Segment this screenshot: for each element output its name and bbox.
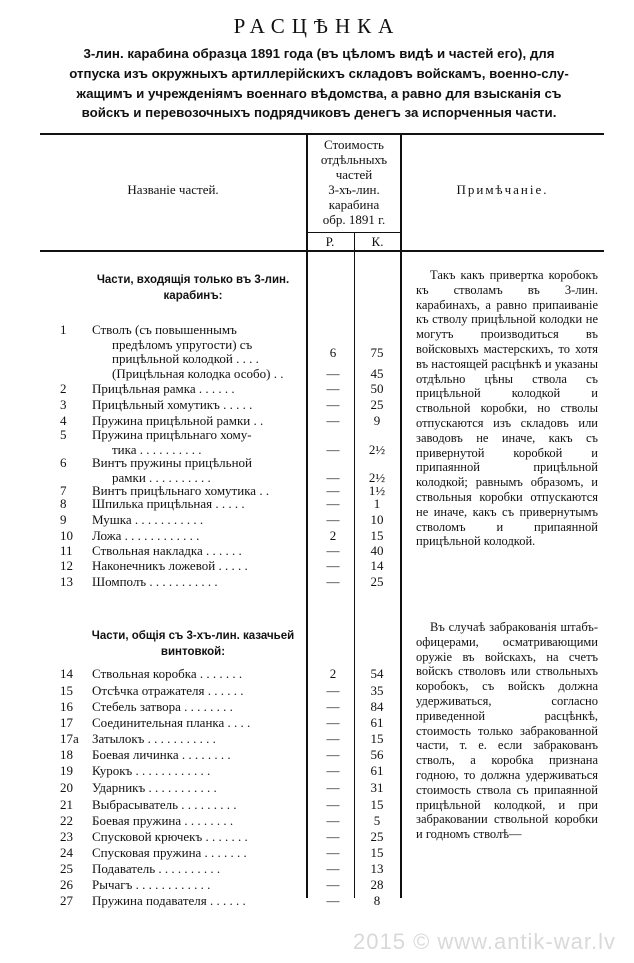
part-name-line: Соединительная планка . . . . (92, 715, 251, 730)
part-name-line: прицѣльной колодкой . . . . (112, 351, 259, 366)
part-name-line: Ложа . . . . . . . . . . . . (92, 528, 200, 543)
price-kopecks: 75 (370, 345, 384, 361)
row-number: 3 (60, 397, 67, 412)
row-number: 14 (60, 666, 73, 681)
row-number: 17 (60, 715, 73, 730)
row-number: 10 (60, 528, 73, 543)
subtitle-line: войскъ и перевозочныхъ подрядчиковъ денегъ за испорченныя части. (81, 105, 557, 120)
page-title: РАСЦѢНКА (233, 14, 401, 38)
price-rubles: — (326, 845, 340, 860)
price-rubles: — (326, 861, 340, 876)
part-name-line: Боевая пружина . . . . . . . . (92, 813, 234, 828)
price-rubles: — (326, 699, 340, 714)
price-rubles: — (326, 797, 340, 812)
row-number: 6 (60, 455, 67, 470)
price-kopecks: 15 (370, 731, 384, 746)
price-kopecks: 2½ (368, 469, 386, 485)
row-number: 15 (60, 683, 73, 698)
price-kopecks: 1½ (368, 483, 386, 498)
part-name-line: Стволъ (съ повышеннымъ (92, 322, 237, 337)
row-number: 19 (60, 763, 73, 778)
price-rubles: 6 (329, 345, 337, 361)
subtitle-line: жащимъ и учрежденіямъ военнаго вѣдомства, а равно для взысканія съ (76, 86, 562, 101)
header-kop: К. (371, 234, 384, 249)
group-heading-line: Части, входящія только въ 3-лин. (96, 274, 290, 286)
part-name-line: Подаватель . . . . . . . . . . (92, 861, 221, 876)
group-heading-line: карабинъ: (163, 290, 223, 302)
price-rubles: — (326, 413, 340, 428)
part-name-line: Затылокъ . . . . . . . . . . . (92, 731, 216, 746)
price-rubles: — (326, 763, 340, 778)
part-name-line: Шпилька прицѣльная . . . . . (92, 496, 245, 511)
row-number: 13 (60, 574, 73, 589)
price-kopecks: 25 (370, 829, 384, 844)
part-name-line: Ствольная накладка . . . . . . (92, 543, 242, 558)
note-paragraph: Въ случаѣ забракованія штабъ-офицерами, осматривающими оружіе въ войскахъ, на счетъ войскъ стволовъ или ствольныхъ коробокъ, съ войскъ должна удерживаться, согласно приведенной расцѣнкѣ, стоимость только забракованной части, т. е. если забракованъ стволъ, а коробка признана годною, то должна удерживаться стоимость ствола съ припаянной прицѣльной колодкой, и при забраковании ствольной коробки и годномъ стволѣ— (416, 620, 598, 842)
part-name-line: Ударникъ . . . . . . . . . . . (92, 780, 217, 795)
row-number: 11 (60, 543, 73, 558)
price-rubles: — (326, 731, 340, 746)
table-header-rule (40, 250, 604, 252)
price-rubles: — (326, 715, 340, 730)
price-kopecks: 56 (370, 747, 384, 762)
table-top-rule (40, 133, 604, 135)
price-kopecks: 15 (370, 528, 384, 543)
note-paragraph: Такъ какъ привертка коробокъ къ стволамъ въ 3-лин. карабинахъ, а равно припаиваніе къ стволу прицѣльной колодки не могутъ производиться въ войсковыхъ мастерскихъ, то хотя въ настоящей расцѣнкѣ и указаны отдѣльно цѣны ствола съ прицѣльной колодкой и ствольной коробки, но стволы отпускаются изъ складовъ или заводовъ не иначе, какъ съ привернутой коробкой и припаянной прицѣльной колодкой; равнымъ образомъ, и ствольныя коробки отпускаются не иначе, какъ съ привернутымъ стволомъ и припаянной прицѣльной колодкой. (416, 268, 598, 549)
price-kopecks: 50 (370, 381, 384, 396)
price-rubles: — (326, 780, 340, 795)
row-number: 12 (60, 558, 73, 573)
price-rubles: — (326, 543, 340, 558)
group-heading (80, 628, 306, 660)
part-name-line: Прицѣльный хомутикъ . . . . . (92, 397, 253, 412)
part-name-line: Прицѣльная рамка . . . . . . (92, 381, 235, 396)
row-number: 5 (60, 427, 67, 442)
price-rubles: — (326, 483, 340, 498)
price-kopecks: 9 (373, 413, 381, 428)
part-name-line: Винтъ пружины прицѣльной (92, 455, 252, 470)
part-name-line: Шомполъ . . . . . . . . . . . (92, 574, 218, 589)
price-rubles: — (326, 469, 340, 485)
row-number: 7 (60, 483, 67, 498)
part-name-line: Стебель затвора . . . . . . . . (92, 699, 233, 714)
price-rubles: — (326, 893, 340, 908)
row-number: 8 (60, 496, 67, 511)
row-number: 4 (60, 413, 67, 428)
group-heading (80, 272, 306, 304)
part-name-line: Рычагъ . . . . . . . . . . . . (92, 877, 211, 892)
row-number: 2 (60, 381, 67, 396)
header-cost-line: частей (335, 167, 373, 182)
price-kopecks: 45 (370, 365, 384, 381)
part-name-line: тика . . . . . . . . . . (112, 441, 202, 457)
header-cost-line: обр. 1891 г. (322, 212, 386, 227)
part-name-line: Спусковой крючекъ . . . . . . . (92, 829, 248, 844)
header-cost-line: карабина (328, 197, 380, 212)
group-heading-line: винтовкой: (160, 646, 226, 658)
price-kopecks: 2½ (368, 441, 386, 457)
header-cost-line: 3-хъ-лин. (328, 182, 380, 197)
header-rub: Р. (325, 234, 335, 249)
price-kopecks: 84 (370, 699, 384, 714)
price-kopecks: 8 (373, 893, 381, 908)
header-cost-line: отдѣльныхъ (320, 152, 388, 167)
part-name-line: Выбрасыватель . . . . . . . . . (92, 797, 237, 812)
price-kopecks: 10 (370, 512, 384, 527)
part-name-line: Пружина подавателя . . . . . . (92, 893, 246, 908)
watermark: 2015 © www.antik-war.lv (353, 929, 616, 954)
price-kopecks: 15 (370, 797, 384, 812)
price-kopecks: 28 (370, 877, 384, 892)
price-kopecks: 25 (370, 397, 384, 412)
row-number: 9 (60, 512, 67, 527)
price-rubles: — (326, 574, 340, 589)
row-number: 26 (60, 877, 73, 892)
header-name-column: Названіе частей. (127, 182, 219, 197)
part-name-line: Ствольная коробка . . . . . . . (92, 666, 243, 681)
price-kopecks: 35 (370, 683, 384, 698)
price-rubles: — (326, 512, 340, 527)
price-rubles: 2 (329, 666, 337, 681)
price-kopecks: 25 (370, 574, 384, 589)
price-rubles: — (326, 558, 340, 573)
part-name-line: Спусковая пружина . . . . . . . (92, 845, 247, 860)
price-rubles: — (326, 829, 340, 844)
price-rubles: — (326, 683, 340, 698)
price-kopecks: 13 (370, 861, 384, 876)
part-name-line: рамки . . . . . . . . . . (112, 469, 211, 485)
row-number: 20 (60, 780, 73, 795)
price-kopecks: 54 (370, 666, 384, 681)
part-name-line: Отсѣчка отражателя . . . . . . (92, 683, 244, 698)
row-number: 24 (60, 845, 73, 860)
part-name-line: (Прицѣльная колодка особо) . . (112, 365, 284, 381)
part-name-line: Пружина прицѣльной рамки . . (92, 413, 264, 428)
price-rubles: — (326, 441, 340, 457)
row-number: 22 (60, 813, 73, 828)
part-name-line: Винтъ прицѣльнаго хомутика . . (92, 483, 270, 498)
price-rubles: — (326, 877, 340, 892)
row-number: 25 (60, 861, 73, 876)
price-kopecks: 61 (370, 763, 384, 778)
price-rubles: 2 (329, 528, 337, 543)
row-number: 23 (60, 829, 73, 844)
row-number: 27 (60, 893, 73, 908)
row-number: 17а (60, 731, 79, 746)
part-name-line: Наконечникъ ложевой . . . . . (92, 558, 248, 573)
header-cost-line: Стоимость (324, 137, 384, 152)
row-number: 1 (60, 322, 67, 337)
part-name-line: предѣломъ упругости) съ (112, 336, 253, 352)
price-kopecks: 1 (373, 496, 381, 511)
group-heading-line: Части, общія съ 3-хъ-лин. казачьей (91, 630, 295, 642)
price-kopecks: 31 (370, 780, 384, 795)
part-name-line: Курокъ . . . . . . . . . . . . (92, 763, 211, 778)
price-kopecks: 5 (373, 813, 381, 828)
col-divider-2 (400, 134, 402, 898)
header-notes-column: Примѣчаніе. (456, 182, 549, 197)
part-name-line: Боевая личинка . . . . . . . . (92, 747, 231, 762)
row-number: 21 (60, 797, 73, 812)
subtitle-line: отпуска изъ окружныхъ артиллерійскихъ складовъ войскамъ, военно-слу- (69, 66, 569, 81)
price-rubles: — (326, 365, 340, 381)
subtitle-line: 3-лин. карабина образца 1891 года (въ цѣломъ видѣ и частей его), для (83, 46, 555, 61)
price-rubles: — (326, 381, 340, 396)
part-name-line: Мушка . . . . . . . . . . . (92, 512, 204, 527)
price-rubles: — (326, 813, 340, 828)
price-kopecks: 14 (370, 558, 384, 573)
price-rubles: — (326, 747, 340, 762)
price-kopecks: 15 (370, 845, 384, 860)
row-number: 18 (60, 747, 73, 762)
row-number: 16 (60, 699, 73, 714)
price-rubles: — (326, 496, 340, 511)
price-kopecks: 61 (370, 715, 384, 730)
price-rubles: — (326, 397, 340, 412)
price-kopecks: 40 (370, 543, 384, 558)
part-name-line: Пружина прицѣльнаго хому- (92, 427, 252, 442)
